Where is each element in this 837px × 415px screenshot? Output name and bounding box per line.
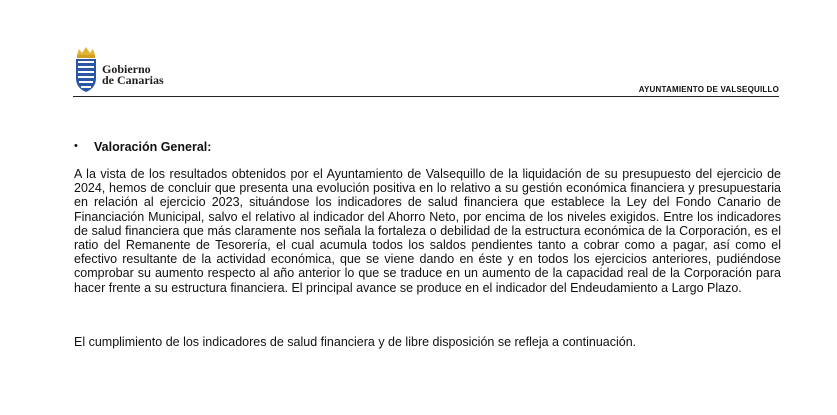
canarias-coat-of-arms-icon bbox=[72, 46, 100, 94]
body-paragraph-1: A la vista de los resultados obtenidos por el Ayuntamiento de Valsequillo de la liquidación de su presupuesto del ejercicio de 2024, hemos de concluir que presenta una evolución positiva en lo relativo a su gestión económica financiera y presupuestaria en relación al ejercicio 2023, situándose los indicadores de salud financiera que establece la Ley del Fondo Canario de Financiación Municipal, salvo el relativo al indicador del Ahorro Neto, por encima de los niveles exigidos. Entre los indicadores de salud financiera que más claramente nos señala la fortaleza o debilidad de la estructura económica de la Corporación, es el ratio del Remanente de Tesorería, el cual acumula todos los saldos pendientes tanto a cobrar como a pagar, así como el efectivo resultante de la actividad económica, que se viene dando en éste y en todos los ejercicios anteriores, pudiéndose comprobar su aumento respecto al año anterior lo que se traduce en un aumento de la capacidad real de la Corporación para hacer frente a su estructura financiera. El principal avance se produce en el indicador del Endeudamiento a Largo Plazo. bbox=[74, 167, 781, 295]
gobierno-de-canarias-logo bbox=[72, 46, 182, 94]
body-paragraph-2: El cumplimiento de los indicadores de salud financiera y de libre disposición se refleja a continuación. bbox=[74, 335, 637, 349]
section-heading bbox=[74, 140, 784, 158]
header-divider bbox=[73, 96, 779, 97]
logo-wordmark bbox=[102, 64, 164, 86]
section-title: Valoración General: bbox=[94, 140, 212, 154]
page-header bbox=[0, 0, 837, 100]
logo-line-1: Gobierno bbox=[102, 62, 151, 76]
organization-name: AYUNTAMIENTO DE VALSEQUILLO bbox=[638, 85, 779, 94]
bullet-icon: • bbox=[74, 140, 78, 152]
logo-line-2: de Canarias bbox=[102, 73, 164, 87]
